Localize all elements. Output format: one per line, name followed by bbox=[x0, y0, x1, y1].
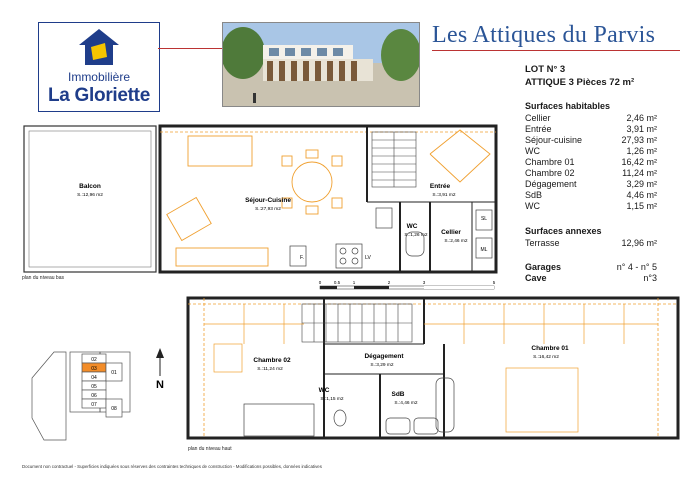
lower-plan-caption: plan du niveau bas bbox=[22, 275, 64, 281]
apartment-type: ATTIQUE 3 Pièces 72 m² bbox=[525, 77, 635, 88]
logo-line2: La Gloriette bbox=[48, 85, 150, 106]
logo bbox=[38, 22, 160, 112]
room-area: S.:27,93 m2 bbox=[255, 207, 281, 212]
surface-row: Chambre 02 11,24 m² bbox=[525, 168, 657, 178]
surface-row: WC 1,26 m² bbox=[525, 146, 657, 156]
room-label: WC bbox=[318, 387, 330, 394]
svg-text:06: 06 bbox=[91, 393, 97, 399]
surface-row: Dégagement 3,29 m² bbox=[525, 179, 657, 189]
svg-text:03: 03 bbox=[91, 366, 97, 372]
surface-row: Terrasse 12,96 m² bbox=[525, 238, 657, 248]
disclaimer: Document non contractuel - Superficies indiquées sous réserves des contraintes techniques de construction - Modifications possibles, données indicatives bbox=[22, 464, 322, 469]
surface-row: Cellier 2,46 m² bbox=[525, 113, 657, 123]
section-heading-annexes: Surfaces annexes bbox=[525, 226, 602, 236]
room-area: S.:1,15 m2 bbox=[320, 397, 344, 402]
room-area: S.:12,96 m2 bbox=[77, 193, 103, 198]
upper-plan-caption: plan du niveau haut bbox=[188, 446, 232, 452]
svg-text:04: 04 bbox=[91, 375, 97, 381]
room-label: Chambre 01 bbox=[531, 345, 569, 352]
surface-row: WC 1,15 m² bbox=[525, 201, 657, 211]
room-label: WC bbox=[406, 223, 418, 230]
svg-text:3: 3 bbox=[422, 280, 426, 285]
appliance-tag: ML bbox=[480, 247, 488, 253]
svg-text:05: 05 bbox=[91, 384, 97, 390]
room-label: Entrée bbox=[429, 183, 451, 190]
room-area: S.:16,42 m2 bbox=[533, 355, 559, 360]
north-arrow-icon bbox=[150, 346, 170, 392]
garage-row: Garages n° 4 - n° 5 bbox=[525, 262, 657, 272]
house-logo-icon bbox=[75, 27, 123, 67]
room-label: Chambre 02 bbox=[253, 357, 291, 364]
svg-text:01: 01 bbox=[111, 370, 117, 376]
svg-text:2: 2 bbox=[387, 280, 391, 285]
section-heading-habitables: Surfaces habitables bbox=[525, 101, 611, 111]
lot-number: LOT N° 3 bbox=[525, 64, 566, 75]
room-area: S.:3,91 m2 bbox=[432, 193, 456, 198]
divider bbox=[432, 50, 680, 51]
svg-text:07: 07 bbox=[91, 402, 97, 408]
svg-text:0.5: 0.5 bbox=[333, 280, 341, 285]
building-photo bbox=[222, 22, 420, 107]
room-label: Séjour-Cuisine bbox=[245, 197, 291, 204]
key-plan bbox=[30, 348, 136, 446]
project-title: Les Attiques du Parvis bbox=[432, 22, 656, 48]
svg-text:N: N bbox=[156, 379, 164, 391]
room-label: SdB bbox=[391, 391, 405, 398]
room-label: Dégagement bbox=[364, 353, 404, 360]
svg-text:08: 08 bbox=[111, 406, 117, 412]
appliance-tag: SL bbox=[480, 216, 488, 222]
room-label: Balcon bbox=[79, 183, 101, 190]
cave-row: Cave n°3 bbox=[525, 273, 657, 283]
surface-row: Séjour-cuisine 27,93 m² bbox=[525, 135, 657, 145]
room-area: S.:4,46 m2 bbox=[394, 401, 418, 406]
surface-row: Chambre 01 16,42 m² bbox=[525, 157, 657, 167]
scale-bar bbox=[312, 278, 502, 292]
surface-row: Entrée 3,91 m² bbox=[525, 124, 657, 134]
appliance-tag: LV bbox=[365, 255, 371, 261]
svg-text:5: 5 bbox=[492, 280, 496, 285]
room-area: S.:11,24 m2 bbox=[257, 367, 283, 372]
room-label: Cellier bbox=[441, 229, 461, 236]
room-area: S.:2,46 m2 bbox=[444, 239, 468, 244]
lower-floor-plan bbox=[20, 122, 500, 280]
divider bbox=[158, 48, 222, 49]
svg-text:1: 1 bbox=[352, 280, 356, 285]
surface-row: SdB 4,46 m² bbox=[525, 190, 657, 200]
svg-text:02: 02 bbox=[91, 357, 97, 363]
upper-floor-plan bbox=[184, 294, 684, 442]
room-area: S.:3,29 m2 bbox=[370, 363, 394, 368]
room-area: S.:1,26 m2 bbox=[404, 233, 428, 238]
svg-text:0: 0 bbox=[318, 280, 322, 285]
logo-line1: Immobilière bbox=[67, 70, 130, 84]
appliance-tag: F. bbox=[300, 255, 304, 261]
